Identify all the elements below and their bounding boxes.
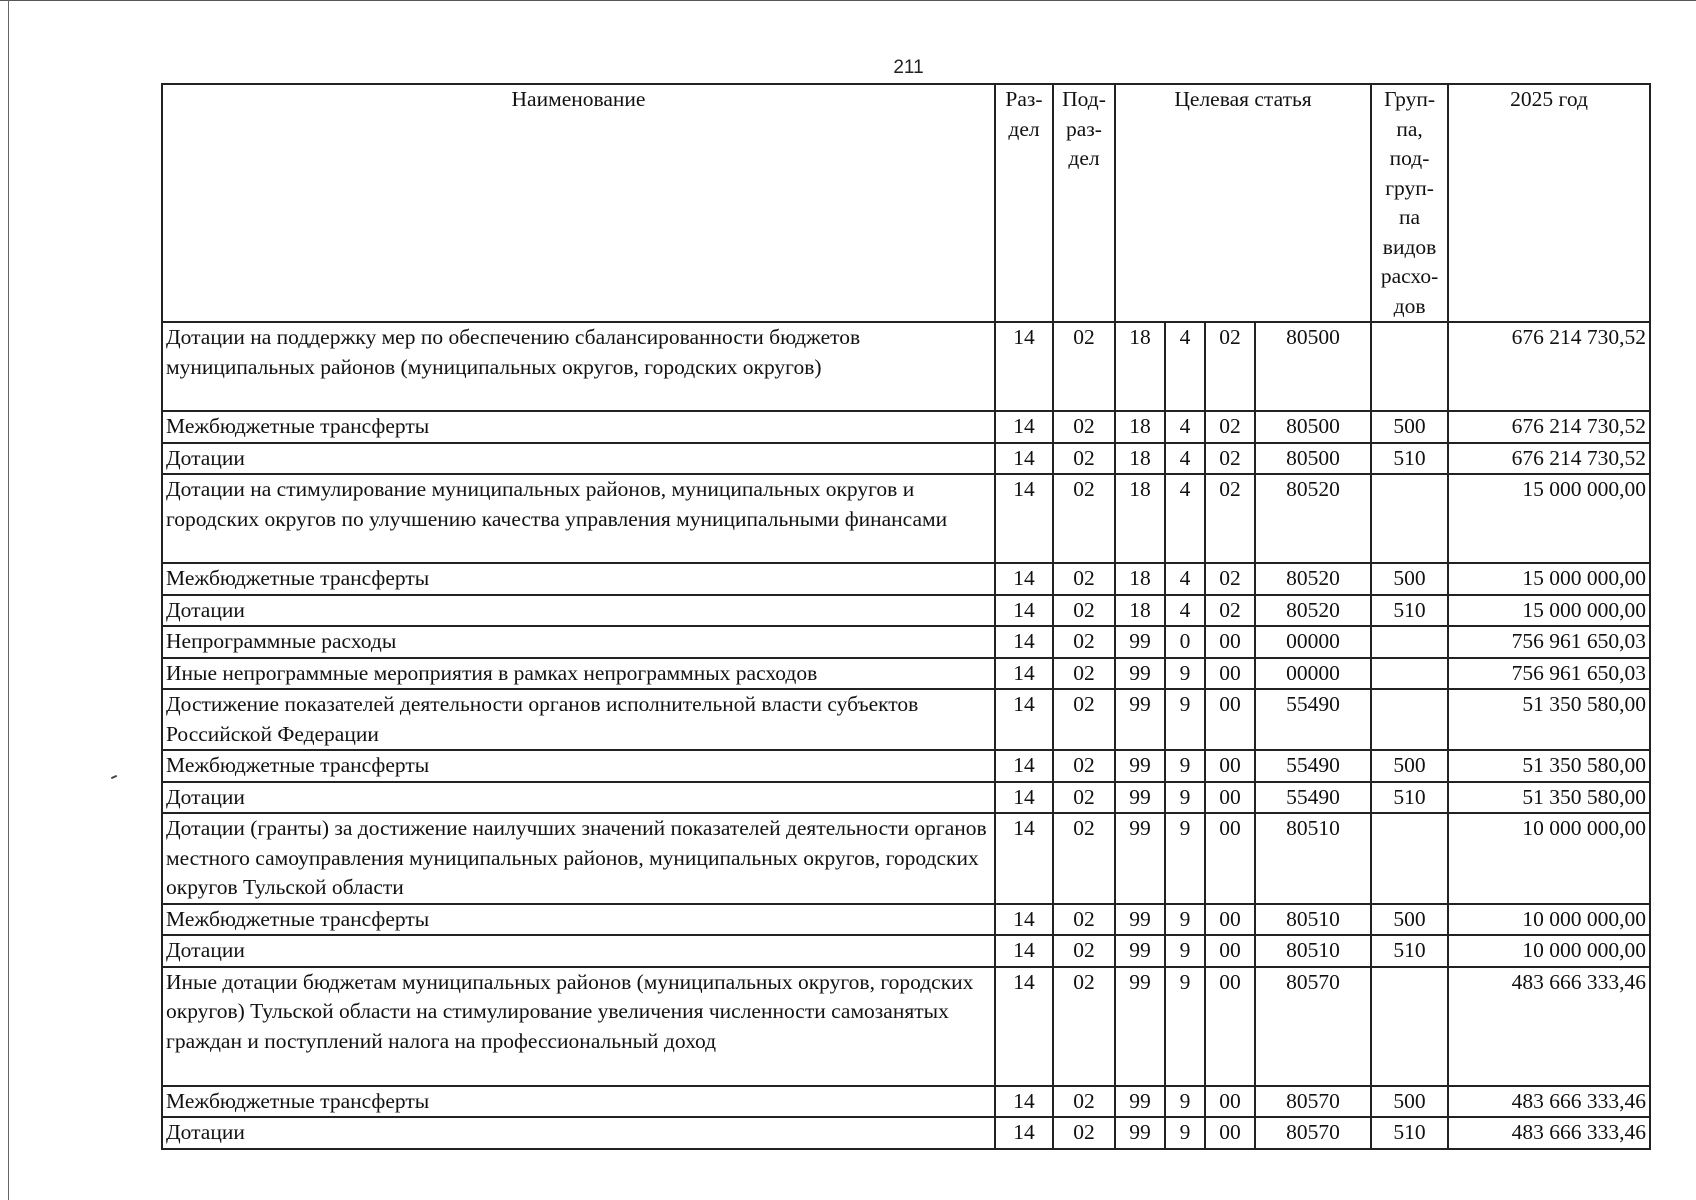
row-target-program: 18 (1115, 595, 1165, 627)
row-podrazdel: 02 (1053, 813, 1115, 904)
row-expense-group: 510 (1371, 782, 1448, 814)
row-target-direction: 55490 (1255, 782, 1371, 814)
row-expense-group (1371, 626, 1448, 658)
row-target-type: 9 (1165, 689, 1205, 750)
row-target-program: 18 (1115, 563, 1165, 595)
row-target-program: 99 (1115, 626, 1165, 658)
row-target-type: 9 (1165, 1117, 1205, 1149)
row-name: Дотации на стимулирование муниципальных районов, муниципальных округов и городских округов по улучшению качества управления муниципальными финансами (162, 474, 995, 563)
row-razdel: 14 (995, 967, 1053, 1086)
row-razdel: 14 (995, 1117, 1053, 1149)
row-target-subprogram: 00 (1205, 750, 1255, 782)
row-amount-2025: 483 666 333,46 (1448, 1117, 1650, 1149)
row-target-type: 9 (1165, 904, 1205, 936)
row-target-direction: 00000 (1255, 626, 1371, 658)
row-podrazdel: 02 (1053, 474, 1115, 563)
row-razdel: 14 (995, 813, 1053, 904)
row-razdel: 14 (995, 411, 1053, 443)
row-target-program: 99 (1115, 813, 1165, 904)
row-target-type: 9 (1165, 658, 1205, 690)
row-razdel: 14 (995, 658, 1053, 690)
table-row (162, 474, 1650, 563)
row-target-direction: 80570 (1255, 1086, 1371, 1118)
row-razdel: 14 (995, 904, 1053, 936)
row-name: Межбюджетные трансферты (162, 750, 995, 782)
row-podrazdel: 02 (1053, 689, 1115, 750)
row-target-type: 9 (1165, 935, 1205, 967)
row-expense-group: 510 (1371, 935, 1448, 967)
row-amount-2025: 51 350 580,00 (1448, 750, 1650, 782)
row-target-subprogram: 00 (1205, 689, 1255, 750)
row-target-program: 18 (1115, 411, 1165, 443)
row-target-program: 99 (1115, 1086, 1165, 1118)
row-amount-2025: 10 000 000,00 (1448, 813, 1650, 904)
row-target-type: 0 (1165, 626, 1205, 658)
row-expense-group (1371, 322, 1448, 411)
stray-pen-mark (111, 775, 117, 779)
row-target-type: 4 (1165, 411, 1205, 443)
header-year-2025: 2025 год (1448, 84, 1650, 322)
row-target-direction: 80510 (1255, 904, 1371, 936)
row-podrazdel: 02 (1053, 658, 1115, 690)
row-name: Дотации (162, 443, 995, 475)
row-target-subprogram: 00 (1205, 967, 1255, 1086)
row-name: Непрограммные расходы (162, 626, 995, 658)
table-row (162, 935, 1650, 967)
table-row (162, 813, 1650, 904)
table-row (162, 689, 1650, 750)
row-target-direction: 55490 (1255, 750, 1371, 782)
row-amount-2025: 676 214 730,52 (1448, 443, 1650, 475)
table-row (162, 967, 1650, 1086)
row-target-direction: 00000 (1255, 658, 1371, 690)
row-amount-2025: 10 000 000,00 (1448, 904, 1650, 936)
row-target-direction: 80520 (1255, 595, 1371, 627)
row-razdel: 14 (995, 322, 1053, 411)
row-target-subprogram: 02 (1205, 595, 1255, 627)
row-expense-group: 500 (1371, 750, 1448, 782)
row-expense-group (1371, 658, 1448, 690)
row-target-program: 99 (1115, 904, 1165, 936)
row-target-direction: 80510 (1255, 935, 1371, 967)
row-razdel: 14 (995, 935, 1053, 967)
row-podrazdel: 02 (1053, 563, 1115, 595)
row-razdel: 14 (995, 750, 1053, 782)
row-target-direction: 80520 (1255, 474, 1371, 563)
row-expense-group: 510 (1371, 1117, 1448, 1149)
page-number: 211 (893, 57, 924, 78)
row-podrazdel: 02 (1053, 595, 1115, 627)
header-row (162, 84, 1650, 322)
row-razdel: 14 (995, 595, 1053, 627)
row-razdel: 14 (995, 563, 1053, 595)
table-row (162, 595, 1650, 627)
row-razdel: 14 (995, 689, 1053, 750)
table-row (162, 658, 1650, 690)
row-target-direction: 80500 (1255, 443, 1371, 475)
row-podrazdel: 02 (1053, 904, 1115, 936)
row-expense-group (1371, 474, 1448, 563)
row-expense-group: 510 (1371, 443, 1448, 475)
row-target-direction: 80520 (1255, 563, 1371, 595)
row-target-subprogram: 00 (1205, 782, 1255, 814)
row-target-subprogram: 00 (1205, 1117, 1255, 1149)
row-podrazdel: 02 (1053, 935, 1115, 967)
row-podrazdel: 02 (1053, 967, 1115, 1086)
row-podrazdel: 02 (1053, 443, 1115, 475)
row-name: Дотации (гранты) за достижение наилучших значений показателей деятельности органов местного самоуправления муниципальных районов, муниципальных округов, городских округов Тульской области (162, 813, 995, 904)
row-target-type: 9 (1165, 1086, 1205, 1118)
row-target-type: 4 (1165, 563, 1205, 595)
row-target-type: 4 (1165, 595, 1205, 627)
row-target-direction: 80510 (1255, 813, 1371, 904)
row-target-program: 18 (1115, 474, 1165, 563)
row-podrazdel: 02 (1053, 411, 1115, 443)
row-name: Дотации (162, 1117, 995, 1149)
row-target-program: 99 (1115, 935, 1165, 967)
row-expense-group: 500 (1371, 1086, 1448, 1118)
row-podrazdel: 02 (1053, 1086, 1115, 1118)
scan-edge-left (8, 0, 9, 1200)
row-target-program: 18 (1115, 322, 1165, 411)
row-razdel: 14 (995, 443, 1053, 475)
table-row (162, 1086, 1650, 1118)
row-amount-2025: 15 000 000,00 (1448, 474, 1650, 563)
row-name: Межбюджетные трансферты (162, 904, 995, 936)
table-row (162, 904, 1650, 936)
row-target-program: 99 (1115, 782, 1165, 814)
row-name: Межбюджетные трансферты (162, 1086, 995, 1118)
row-target-program: 18 (1115, 443, 1165, 475)
row-target-type: 4 (1165, 322, 1205, 411)
row-target-program: 99 (1115, 658, 1165, 690)
header-razdel: Раз-дел (995, 84, 1053, 322)
row-target-type: 9 (1165, 813, 1205, 904)
row-target-direction: 80500 (1255, 322, 1371, 411)
header-target-article: Целевая статья (1115, 84, 1371, 322)
row-podrazdel: 02 (1053, 322, 1115, 411)
row-amount-2025: 676 214 730,52 (1448, 411, 1650, 443)
header-name: Наименование (162, 84, 995, 322)
row-amount-2025: 15 000 000,00 (1448, 563, 1650, 595)
row-target-program: 99 (1115, 967, 1165, 1086)
row-target-subprogram: 00 (1205, 935, 1255, 967)
row-target-direction: 80570 (1255, 1117, 1371, 1149)
header-expense-group: Груп-па, под-груп-па видов расхо-дов (1371, 84, 1448, 322)
row-target-subprogram: 02 (1205, 411, 1255, 443)
row-expense-group (1371, 967, 1448, 1086)
row-expense-group: 500 (1371, 563, 1448, 595)
row-podrazdel: 02 (1053, 782, 1115, 814)
budget-table (161, 83, 1651, 1150)
row-name: Межбюджетные трансферты (162, 563, 995, 595)
row-name: Дотации на поддержку мер по обеспечению сбалансированности бюджетов муниципальных районов (муниципальных округов, городских округов) (162, 322, 995, 411)
row-expense-group (1371, 813, 1448, 904)
table-row (162, 626, 1650, 658)
row-name: Дотации (162, 782, 995, 814)
row-name: Дотации (162, 595, 995, 627)
row-amount-2025: 51 350 580,00 (1448, 689, 1650, 750)
row-name: Межбюджетные трансферты (162, 411, 995, 443)
row-expense-group: 510 (1371, 595, 1448, 627)
row-target-subprogram: 02 (1205, 563, 1255, 595)
row-amount-2025: 676 214 730,52 (1448, 322, 1650, 411)
row-target-subprogram: 02 (1205, 322, 1255, 411)
row-podrazdel: 02 (1053, 626, 1115, 658)
row-target-program: 99 (1115, 689, 1165, 750)
row-target-direction: 80570 (1255, 967, 1371, 1086)
table-row (162, 322, 1650, 411)
row-target-program: 99 (1115, 750, 1165, 782)
row-expense-group: 500 (1371, 904, 1448, 936)
row-target-type: 9 (1165, 750, 1205, 782)
row-amount-2025: 483 666 333,46 (1448, 1086, 1650, 1118)
row-razdel: 14 (995, 626, 1053, 658)
table-row (162, 1117, 1650, 1149)
row-expense-group (1371, 689, 1448, 750)
scan-edge-top (0, 0, 1696, 5)
row-target-subprogram: 02 (1205, 474, 1255, 563)
table-row (162, 563, 1650, 595)
row-name: Дотации (162, 935, 995, 967)
row-target-subprogram: 00 (1205, 1086, 1255, 1118)
row-target-type: 9 (1165, 782, 1205, 814)
table-row (162, 411, 1650, 443)
row-podrazdel: 02 (1053, 1117, 1115, 1149)
row-podrazdel: 02 (1053, 750, 1115, 782)
row-name: Иные непрограммные мероприятия в рамках непрограммных расходов (162, 658, 995, 690)
row-target-subprogram: 02 (1205, 443, 1255, 475)
row-target-subprogram: 00 (1205, 904, 1255, 936)
row-target-direction: 55490 (1255, 689, 1371, 750)
row-razdel: 14 (995, 474, 1053, 563)
row-target-direction: 80500 (1255, 411, 1371, 443)
row-target-subprogram: 00 (1205, 813, 1255, 904)
row-target-subprogram: 00 (1205, 658, 1255, 690)
row-amount-2025: 483 666 333,46 (1448, 967, 1650, 1086)
row-amount-2025: 756 961 650,03 (1448, 626, 1650, 658)
header-podrazdel: Под-раз-дел (1053, 84, 1115, 322)
row-name: Иные дотации бюджетам муниципальных районов (муниципальных округов, городских округов) Тульской области на стимулирование увеличения численности самозанятых граждан и поступлений налога на профессиональный доход (162, 967, 995, 1086)
row-amount-2025: 756 961 650,03 (1448, 658, 1650, 690)
row-target-type: 4 (1165, 474, 1205, 563)
row-expense-group: 500 (1371, 411, 1448, 443)
row-target-type: 4 (1165, 443, 1205, 475)
row-target-type: 9 (1165, 967, 1205, 1086)
row-target-subprogram: 00 (1205, 626, 1255, 658)
row-razdel: 14 (995, 1086, 1053, 1118)
table-row (162, 443, 1650, 475)
table-row (162, 750, 1650, 782)
row-razdel: 14 (995, 782, 1053, 814)
row-target-program: 99 (1115, 1117, 1165, 1149)
row-amount-2025: 15 000 000,00 (1448, 595, 1650, 627)
row-amount-2025: 10 000 000,00 (1448, 935, 1650, 967)
table-row (162, 782, 1650, 814)
row-name: Достижение показателей деятельности органов исполнительной власти субъектов Российской Федерации (162, 689, 995, 750)
row-amount-2025: 51 350 580,00 (1448, 782, 1650, 814)
